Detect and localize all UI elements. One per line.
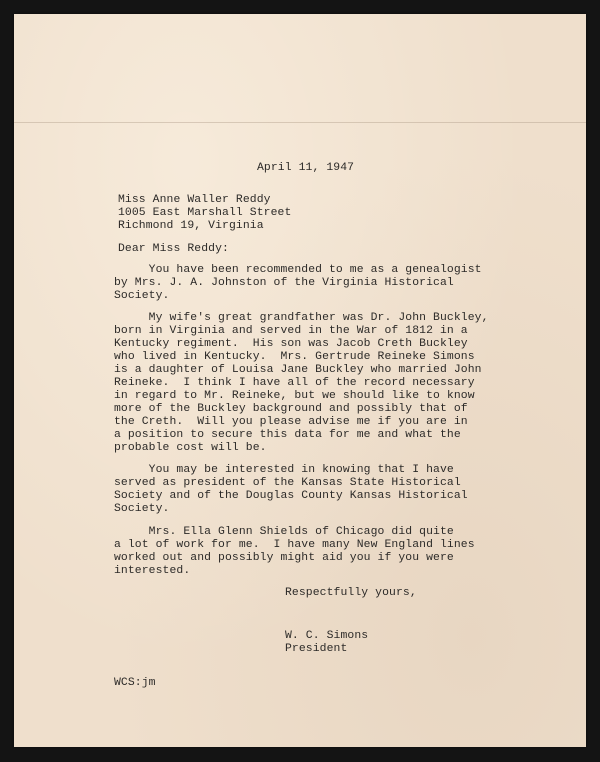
paragraph-3-line: served as president of the Kansas State Historical [114, 477, 461, 489]
paragraph-2-line: the Creth. Will you please advise me if you are in [114, 416, 468, 428]
paragraph-4-line: interested. [114, 565, 191, 577]
paragraph-2-line: a position to secure this data for me and what the [114, 429, 461, 441]
paragraph-3-line: You may be interested in knowing that I have [114, 464, 454, 476]
closing: Respectfully yours, [285, 587, 417, 599]
paragraph-2-line: is a daughter of Louisa Jane Buckley who married John [114, 364, 482, 376]
paragraph-2-line: My wife's great grandfather was Dr. John Buckley, [114, 312, 489, 324]
letter-page [14, 14, 586, 747]
paragraph-2-line: Kentucky regiment. His son was Jacob Creth Buckley [114, 338, 468, 350]
paragraph-2-line: born in Virginia and served in the War of 1812 in a [114, 325, 468, 337]
letter-date: April 11, 1947 [257, 162, 355, 174]
recipient-name: Miss Anne Waller Reddy [118, 194, 271, 206]
paragraph-2-line: who lived in Kentucky. Mrs. Gertrude Reineke Simons [114, 351, 475, 363]
paragraph-1-line: You have been recommended to me as a genealogist [114, 264, 482, 276]
paragraph-2-line: Reineke. I think I have all of the record necessary [114, 377, 475, 389]
signer-title: President [285, 643, 348, 655]
recipient-street: 1005 East Marshall Street [118, 207, 292, 219]
paragraph-2-line: probable cost will be. [114, 442, 267, 454]
paragraph-4-line: a lot of work for me. I have many New England lines [114, 539, 475, 551]
reference-initials: WCS:jm [114, 677, 156, 689]
paragraph-2-line: more of the Buckley background and possibly that of [114, 403, 468, 415]
paragraph-4-line: worked out and possibly might aid you if you were [114, 552, 454, 564]
paragraph-2-line: in regard to Mr. Reineke, but we should like to know [114, 390, 475, 402]
paragraph-3-line: Society and of the Douglas County Kansas Historical [114, 490, 468, 502]
paper-crease [14, 122, 586, 123]
paragraph-4-line: Mrs. Ella Glenn Shields of Chicago did quite [114, 526, 454, 538]
paragraph-1-line: Society. [114, 290, 170, 302]
paragraph-1-line: by Mrs. J. A. Johnston of the Virginia Historical [114, 277, 454, 289]
signer-name: W. C. Simons [285, 630, 369, 642]
salutation: Dear Miss Reddy: [118, 243, 229, 255]
recipient-city: Richmond 19, Virginia [118, 220, 264, 232]
paragraph-3-line: Society. [114, 503, 170, 515]
